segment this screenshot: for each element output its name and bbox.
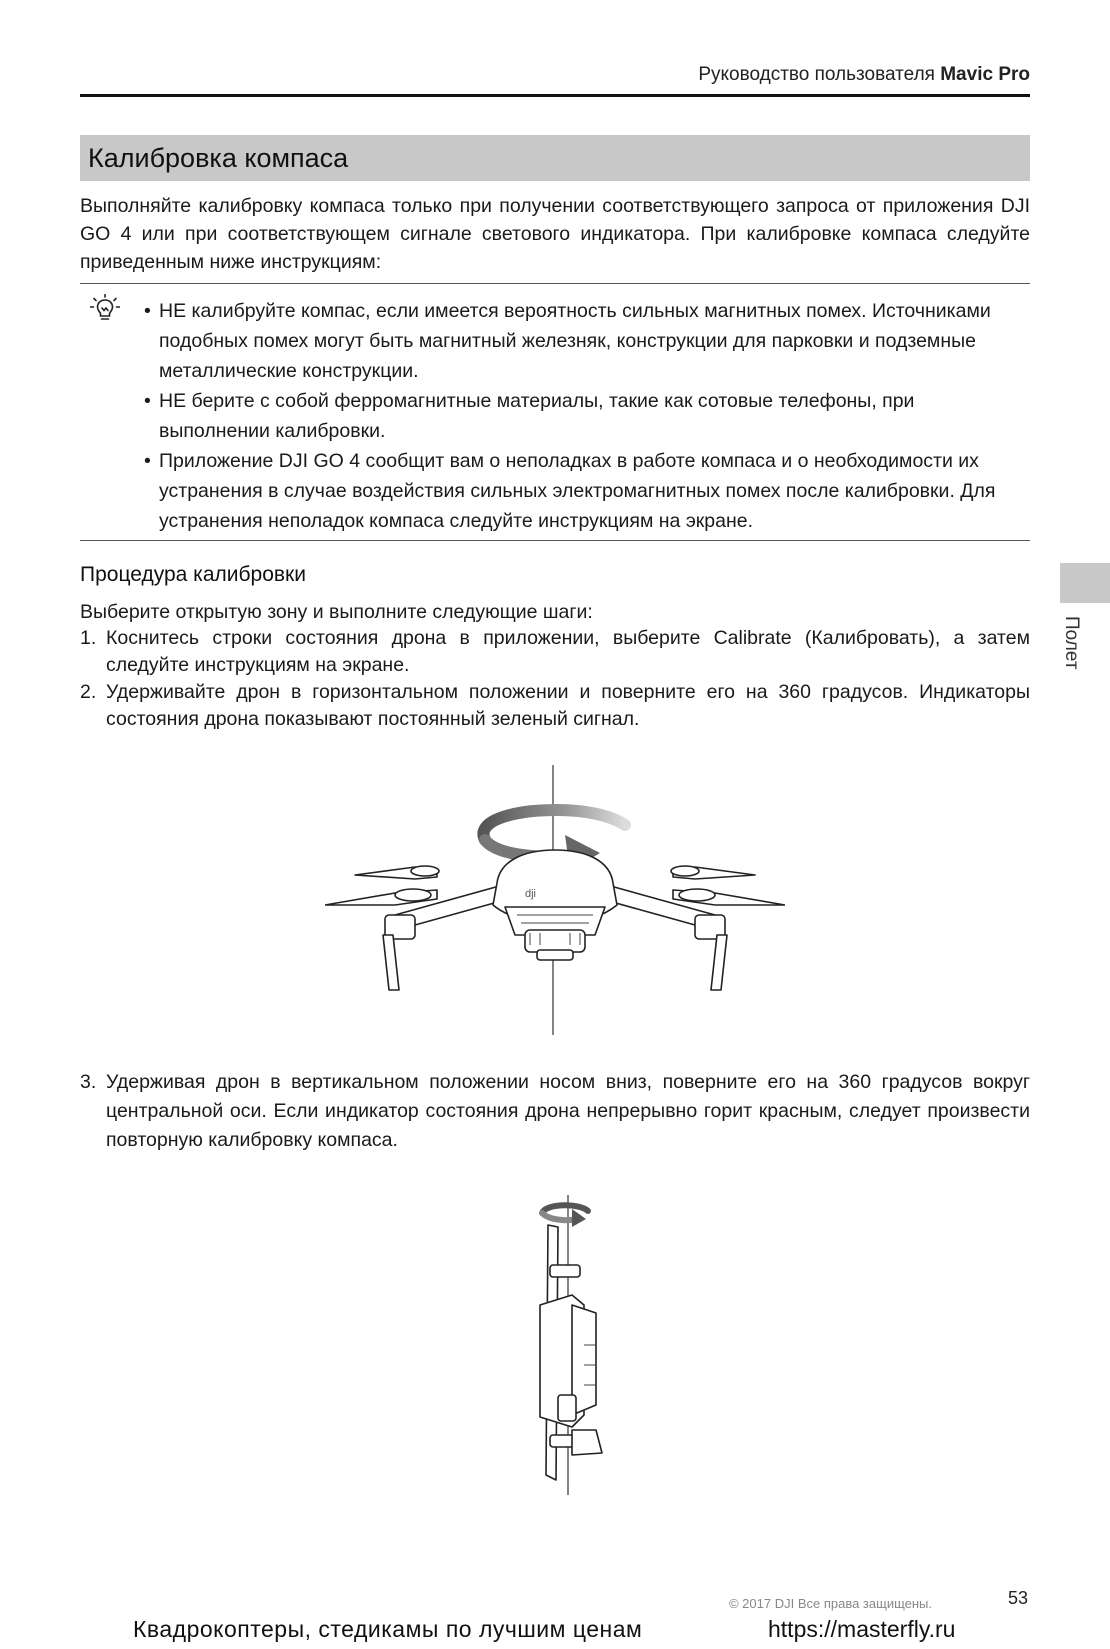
header-prefix: Руководство пользователя bbox=[698, 64, 935, 85]
footer-ad-link[interactable]: https://masterfly.ru bbox=[768, 1616, 956, 1642]
step-number: 1. bbox=[80, 627, 97, 649]
step-number: 3. bbox=[80, 1071, 97, 1093]
step-item bbox=[80, 1068, 1030, 1155]
note-item: • Приложение DJI GO 4 сообщит вам о неполадках в работе компаса и о необходимости их устранения в случае воздействия сильных электромагнитных помех после калибровки. Для устранения неполадок компаса следуйте инструкциям на экране. bbox=[144, 446, 1024, 536]
footer-copyright: © 2017 DJI Все права защищены. bbox=[728, 1596, 932, 1611]
notes-top-rule bbox=[80, 283, 1030, 284]
procedure-lead: Выберите открытую зону и выполните следующие шаги: bbox=[80, 601, 593, 623]
header-title bbox=[698, 64, 1030, 86]
step-item bbox=[80, 625, 1030, 679]
notes-bottom-rule bbox=[80, 540, 1030, 541]
step-text: Удерживайте дрон в горизонтальном положении и поверните его на 360 градусов. Индикаторы состояния дрона показывают постоянный зеленый сигнал. bbox=[106, 681, 1030, 730]
note-item: • НЕ калибруйте компас, если имеется вероятность сильных магнитных помех. Источниками подобных помех могут быть магнитный железняк, конструкции для парковки и подземные металлические конструкции. bbox=[144, 296, 1024, 386]
step-number: 2. bbox=[80, 681, 97, 703]
header-product: Mavic Pro bbox=[940, 64, 1030, 85]
page-number: 53 bbox=[1008, 1588, 1029, 1608]
section-title: Калибровка компаса bbox=[88, 143, 349, 173]
footer-ad-text: Квадрокоптеры, стедикамы по лучшим ценам bbox=[133, 1616, 643, 1642]
header-rule bbox=[80, 94, 1030, 97]
step-text: Коснитесь строки состояния дрона в приложении, выберите Calibrate (Калибровать), а затем следуйте инструкциям на экране. bbox=[106, 627, 1030, 676]
steps-list-a bbox=[80, 625, 1030, 733]
note-item: • НЕ берите с собой ферромагнитные материалы, такие как сотовые телефоны, при выполнении калибровки. bbox=[144, 386, 1024, 446]
section-title-bar bbox=[80, 135, 1030, 181]
notes-list bbox=[144, 296, 1024, 536]
intro-paragraph: Выполняйте калибровку компаса только при получении соответствующего запроса от приложения DJI GO 4 или при соответствующем сигнале светового индикатора. При калибровке компаса следуйте приведенным ниже инструкциям: bbox=[80, 195, 1030, 273]
lightbulb-icon bbox=[90, 294, 120, 324]
horizontal-drone-illustration bbox=[325, 765, 785, 1035]
side-tab-label bbox=[1060, 616, 1090, 676]
side-tab-text: Полет bbox=[1061, 616, 1082, 670]
step-text: Удерживая дрон в вертикальном положении носом вниз, поверните его на 360 градусов вокруг центральной оси. Если индикатор состояния дрона непрерывно горит красным, следует произвести повторную калибровку компаса. bbox=[106, 1071, 1030, 1151]
procedure-title: Процедура калибровки bbox=[80, 563, 306, 586]
steps-list-b bbox=[80, 1068, 1030, 1155]
step-item bbox=[80, 679, 1030, 733]
side-tab-marker bbox=[1060, 563, 1110, 603]
vertical-drone-illustration bbox=[500, 1195, 610, 1495]
drone-logo-text: dji bbox=[525, 888, 537, 900]
